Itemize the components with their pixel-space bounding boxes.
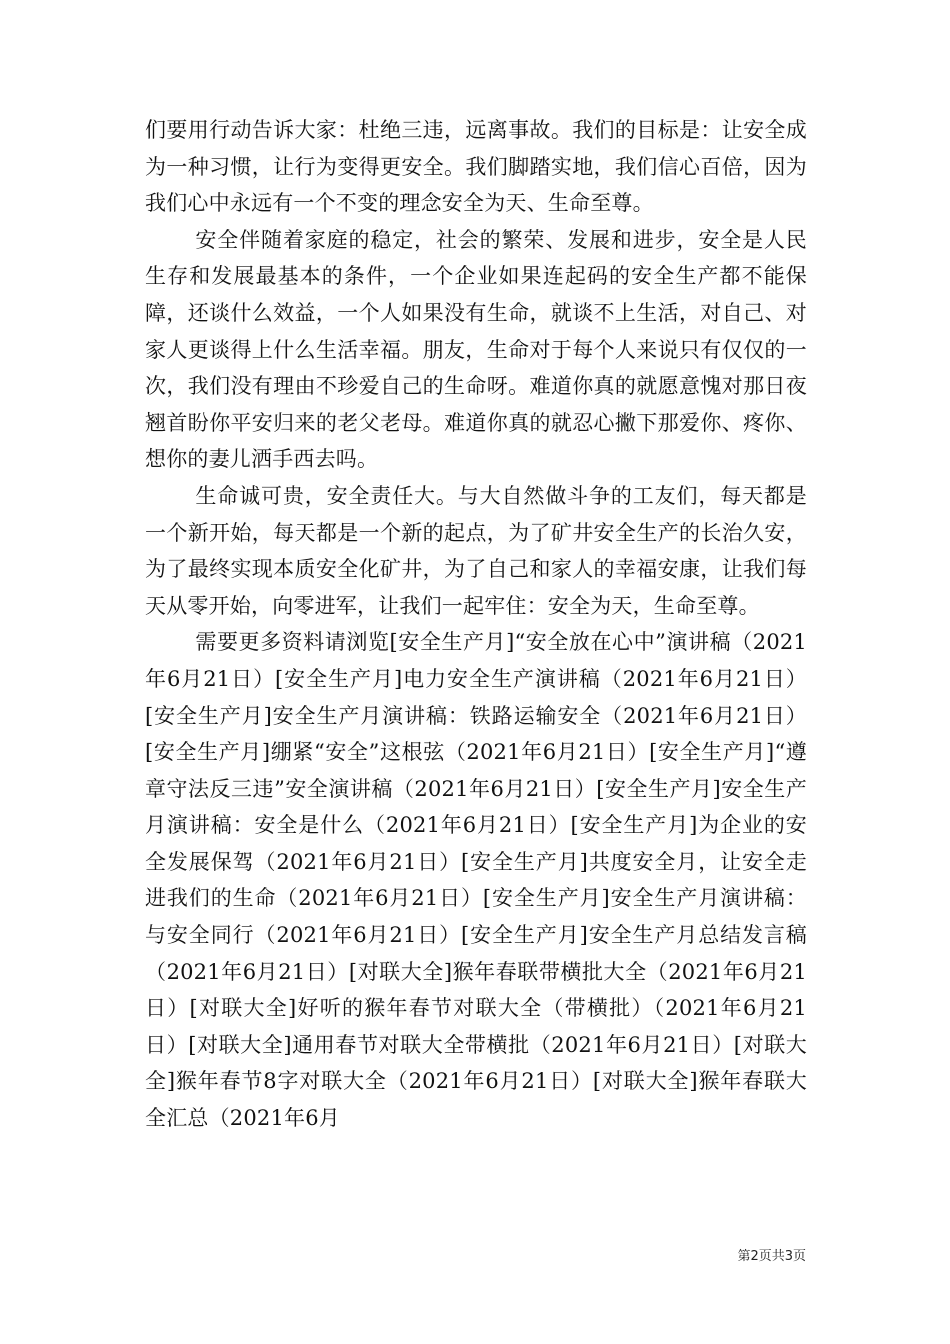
paragraph-more-resources: 需要更多资料请浏览[安全生产月]“安全放在心中”演讲稿（2021年6月21日）[安全生产月]电力安全生产演讲稿（2021年6月21日）[安全生产月]安全生产月演讲稿：铁路运输安全（2021年6月21日）[安全生产月]绷紧“安全”这根弦（2021年6月21日）[安全生产月]“遵章守法反三违”安全演讲稿（2021年6月21日）[安全生产月]安全生产月演讲稿：安全是什么（2021年6月21日）[安全生产月]为企业的安全发展保驾（2021年6月21日）[安全生产月]共度安全月，让安全走进我们的生命（2021年6月21日）[安全生产月]安全生产月演讲稿：与安全同行（2021年6月21日）[安全生产月]安全生产月总结发言稿（2021年6月21日）[对联大全]猴年春联带横批大全（2021年6月21日）[对联大全]好听的猴年春节对联大全（带横批）（2021年6月21日）[对联大全]通用春节对联大全带横批（2021年6月21日）[对联大全]猴年春节8字对联大全（2021年6月21日）[对联大全]猴年春联大全汇总（2021年6月 (145, 630, 807, 1131)
paragraph-safety-family: 安全伴随着家庭的稳定，社会的繁荣、发展和进步，安全是人民生存和发展最基本的条件，一个企业如果连起码的安全生产都不能保障，还谈什么效益，一个人如果没有生命，就谈不上生活，对自己、对家人更谈得上什么生活幸福。朋友，生命对于每个人来说只有仅仅的一次，我们没有理由不珍爱自己的生命呀。难道你真的就愿意愧对那日夜翘首盼你平安归来的老父老母。难道你真的就忍心撇下那爱你、疼你、想你的妻儿洒手西去吗。 (145, 227, 807, 472)
paragraph-continuation: 们要用行动告诉大家：杜绝三违，远离事故。我们的目标是：让安全成为一种习惯，让行为变得更安全。我们脚踏实地，我们信心百倍，因为我们心中永远有一个不变的理念安全为天、生命至尊。 (145, 118, 807, 216)
paragraph-life-precious: 生命诚可贵，安全责任大。与大自然做斗争的工友们，每天都是一个新开始，每天都是一个新的起点，为了矿井安全生产的长治久安，为了最终实现本质安全化矿井，为了自己和家人的幸福安康，让我们每天从零开始，向零进军，让我们一起牢住：安全为天，生命至尊。 (145, 483, 807, 618)
page-number-footer: 第2页共3页 (737, 1249, 806, 1264)
document-body (145, 112, 807, 1137)
